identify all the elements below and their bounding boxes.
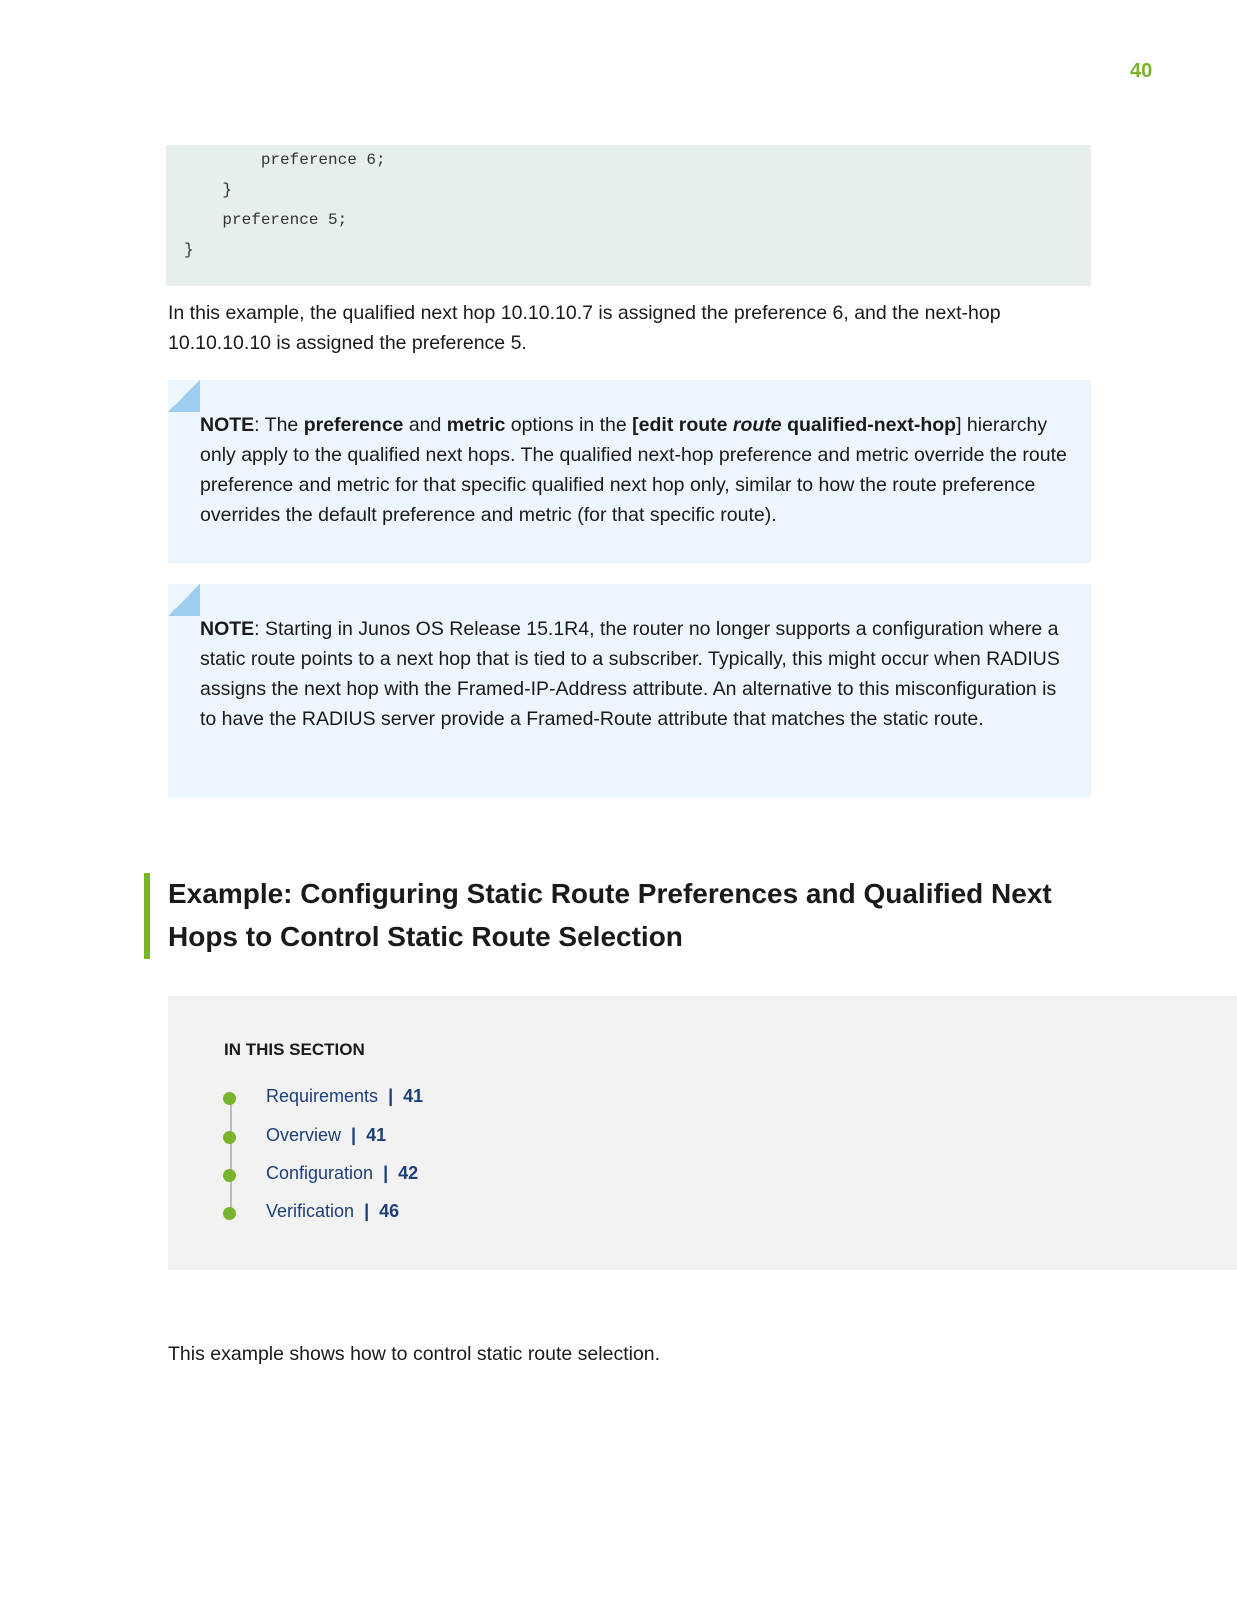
note-text-part: options in the	[505, 414, 633, 436]
intro-paragraph	[168, 298, 1001, 358]
toc-link-label[interactable]: Requirements	[266, 1086, 379, 1106]
note-label: NOTE	[200, 414, 255, 436]
section-heading: Example: Configuring Static Route Preferences and Qualified Next Hops to Control Static Route Selection	[168, 878, 1052, 952]
code-line: preference 5;	[184, 211, 348, 229]
toc-link-label[interactable]: Configuration	[266, 1163, 374, 1183]
code-block	[166, 145, 1091, 286]
note-box-subscriber-next-hop	[168, 584, 1091, 798]
in-this-section-box	[168, 996, 1237, 1270]
note-text-part: : The	[254, 414, 304, 436]
toc-page-number[interactable]: 41	[403, 1086, 424, 1106]
intro-line-1: In this example, the qualified next hop 10.10.10.7 is assigned the preference 6, and the next-hop	[168, 302, 1001, 324]
toc-link-label[interactable]: Overview	[266, 1125, 342, 1145]
toc-title: IN THIS SECTION	[224, 1040, 365, 1059]
note-corner-icon	[168, 584, 200, 616]
note-body: : Starting in Junos OS Release 15.1R4, the router no longer supports a configuration where a static route points to a next hop that is tied to a subscriber. Typically, this might occur when RADIUS assigns the next hop with the Framed-IP-Address attribute. An alternative to this misconfiguration is to have the RADIUS server provide a Framed-Route attribute that matches the static route.	[200, 618, 1060, 730]
note-keyword-preference: preference	[303, 414, 404, 436]
note-text-part: ] hierarchy only apply to the qualified next hops. The qualified next-hop preference and metric override the route preference and metric for that specific qualified next hop only, similar to how the route preference overrides the default preference and metric (for that specific route).	[200, 414, 1067, 526]
toc-separator: |	[364, 1201, 370, 1221]
page-number: 40	[1130, 60, 1153, 82]
note-box-qualified-next-hop	[168, 380, 1091, 563]
bullet-icon	[223, 1207, 236, 1220]
note-text	[200, 614, 1070, 734]
toc-separator: |	[351, 1125, 357, 1145]
code-line: preference 6;	[184, 151, 386, 169]
note-hierarchy-part: qualified-next-hop	[781, 414, 957, 436]
code-line: }	[184, 181, 233, 199]
toc-separator: |	[383, 1163, 389, 1183]
toc-page-number[interactable]: 42	[398, 1163, 419, 1183]
note-label: NOTE	[200, 618, 255, 640]
toc-separator: |	[388, 1086, 394, 1106]
note-text	[200, 410, 1070, 530]
bullet-icon	[223, 1169, 236, 1182]
note-text-part: and	[403, 414, 447, 436]
toc-link-label[interactable]: Verification	[266, 1201, 355, 1221]
intro-line-2: 10.10.10.10 is assigned the preference 5.	[168, 332, 527, 354]
toc-connector-line	[230, 1096, 232, 1210]
heading-accent-bar	[144, 873, 150, 959]
code-line: }	[184, 241, 194, 259]
bullet-icon	[223, 1131, 236, 1144]
closing-paragraph: This example shows how to control static route selection.	[168, 1343, 661, 1365]
note-hierarchy-part: [edit route	[632, 414, 733, 436]
note-keyword-metric: metric	[446, 414, 506, 436]
note-corner-icon	[168, 380, 200, 412]
toc-page-number[interactable]: 41	[366, 1125, 387, 1145]
note-hierarchy-variable: route	[732, 414, 782, 436]
bullet-icon	[223, 1092, 236, 1105]
toc-page-number[interactable]: 46	[379, 1201, 400, 1221]
